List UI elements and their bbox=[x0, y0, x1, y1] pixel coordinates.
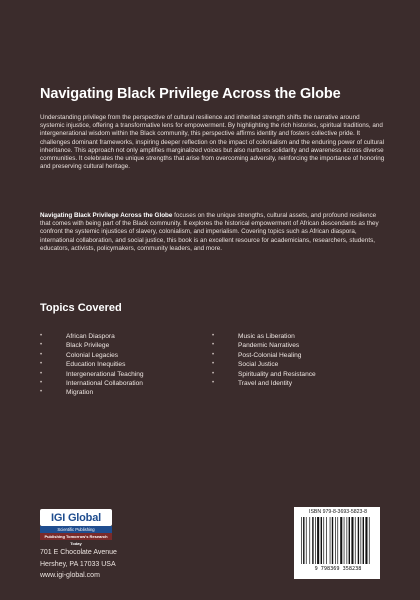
topic-item: • African Diaspora bbox=[40, 333, 115, 340]
topic-item: • Migration bbox=[40, 389, 94, 397]
topic-item: • Spirituality and Resistance bbox=[212, 370, 316, 378]
bullet-icon: • bbox=[40, 361, 43, 368]
bullet-icon: • bbox=[212, 380, 215, 387]
topics-list-right bbox=[212, 332, 382, 388]
bullet-icon: • bbox=[40, 333, 43, 339]
bullet-icon: • bbox=[212, 333, 215, 339]
publisher-address bbox=[40, 547, 117, 582]
bullet-icon: • bbox=[40, 351, 43, 358]
bullet-icon: • bbox=[212, 351, 215, 358]
topic-item: • Colonial Legacies bbox=[40, 351, 119, 359]
topic-item: • Social Justice bbox=[212, 361, 279, 369]
topic-item: • Travel and Identity bbox=[212, 380, 292, 388]
topics-heading: Topics Covered bbox=[40, 302, 122, 314]
barcode-bars-icon bbox=[300, 517, 374, 565]
topics-list-left bbox=[40, 332, 210, 398]
publisher-logo-name: IGI Global bbox=[40, 509, 112, 526]
book-title: Navigating Black Privilege Across the Globe bbox=[40, 86, 341, 102]
bullet-icon: • bbox=[212, 361, 215, 368]
isbn-barcode bbox=[294, 507, 380, 579]
description-paragraph-1: Understanding privilege from the perspective of cultural resilience and inherited strength shifts the narrative around systemic injustice, offering a transformative lens for empowerment. By highlighting the rich histories, spiritual traditions, and intergenerational wisdom within the Black community, this perspective affirms identity and fosters collective pride. It challenges dominant frameworks, inspiring deeper reflection on the impact of colonialism and the enduring power of cultural inheritance. This approach not only amplifies marginalized voices but also nurtures solidarity and awareness across diverse communities. It celebrates the unique strengths that arise from overcoming adversity, reinforcing the importance of honoring and preserving cultural heritage. bbox=[40, 114, 385, 171]
bullet-icon: • bbox=[212, 342, 215, 349]
topic-item: • International Collaboration bbox=[40, 380, 143, 388]
bullet-icon: • bbox=[40, 370, 43, 377]
description-book-title: Navigating Black Privilege Across the Globe bbox=[40, 212, 173, 219]
description-paragraph-2-text: focuses on the unique strengths, cultural assets, and profound resilience that comes with being part of the Black community. It explores the historical empowerment of African descendants as they confront the systemic injustices of slavery, colonialism, and imperialism. Covering topics such as African diaspora, international collaboration, and social justice, this book is an excellent resource for academicians, researchers, students, educators, activists, policymakers, community leaders, and more. bbox=[40, 212, 379, 252]
description-paragraph-2 bbox=[40, 212, 385, 253]
barcode-number: 9 798369 358238 bbox=[314, 566, 362, 572]
topic-item: • Pandemic Narratives bbox=[212, 342, 300, 350]
bullet-icon: • bbox=[212, 370, 215, 377]
bullet-icon: • bbox=[40, 342, 43, 349]
publisher-logo bbox=[40, 509, 112, 546]
publisher-website: www.igi-global.com bbox=[40, 572, 100, 579]
address-line-1: 701 E Chocolate Avenue bbox=[40, 549, 117, 556]
bullet-icon: • bbox=[40, 380, 43, 387]
topic-item: • Education Inequities bbox=[40, 361, 126, 369]
publisher-logo-sub: Scientific Publishing bbox=[40, 526, 112, 533]
topic-item: • Intergenerational Teaching bbox=[40, 370, 144, 378]
isbn-label: ISBN 979-8-3693-5823-8 bbox=[309, 509, 367, 515]
topic-item: • Music as Liberation bbox=[212, 333, 295, 340]
topic-item: • Post-Colonial Healing bbox=[212, 351, 302, 359]
publisher-logo-tagline: Publishing Tomorrow's Research Today bbox=[40, 533, 112, 540]
bullet-icon: • bbox=[40, 389, 43, 396]
address-line-2: Hershey, PA 17033 USA bbox=[40, 560, 116, 568]
topic-item: • Black Privilege bbox=[40, 342, 110, 350]
